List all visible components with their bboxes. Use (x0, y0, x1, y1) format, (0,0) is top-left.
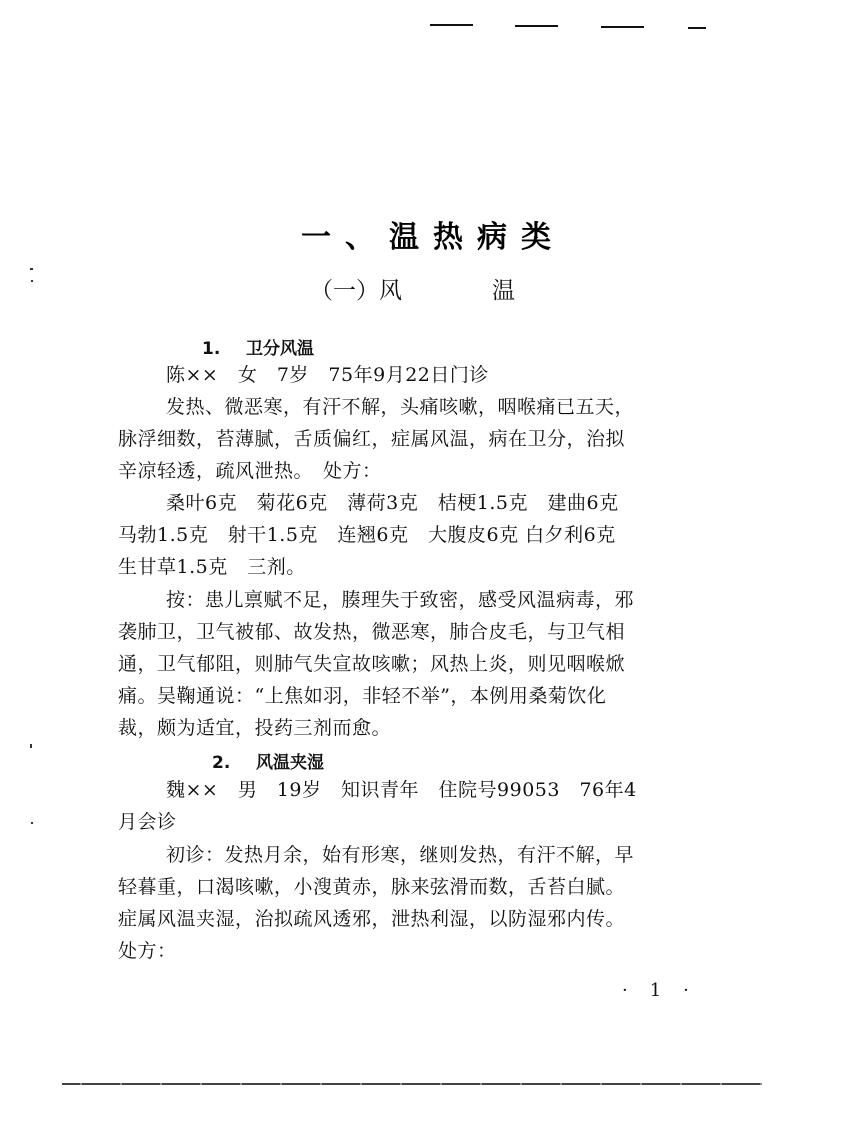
case-2-first-visit-line: 症属风温夹湿，治拟疏风透邪，泄热利湿，以防湿邪内传。 (118, 908, 626, 930)
section-title (310, 272, 515, 305)
bottom-scan-rule (62, 1083, 762, 1085)
case-2-first-visit-line: 处方： (118, 940, 177, 962)
header-rule-4 (688, 27, 706, 29)
header-rule-2 (515, 25, 558, 27)
case-1-commentary-line: 袭肺卫，卫气被郁、故发热，微恶寒，肺合皮毛，与卫气相 (118, 621, 626, 643)
scan-speck (30, 744, 32, 748)
case-2-heading (212, 748, 324, 773)
case-1-commentary-line: 通，卫气郁阻，则肺气失宣故咳嗽；风热上炎，则见咽喉焮 (118, 653, 626, 675)
chapter-title: 一、温热病类 (301, 220, 565, 256)
case-2-first-visit-line: 轻暮重，口渴咳嗽，小溲黄赤，脉来弦滑而数，舌苔白腻。 (118, 876, 626, 898)
section-title-suffix: 温 (492, 278, 515, 304)
scan-speck (31, 280, 33, 282)
section-title-prefix: （一）风 (310, 278, 402, 304)
page-number: ·1· (622, 980, 711, 1001)
case-1-commentary-line: 痛。吴鞠通说：“上焦如羽，非轻不举”，本例用桑菊饮化 (118, 685, 607, 707)
scan-speck (30, 268, 33, 270)
case-2-title: 风温夹湿 (256, 753, 324, 773)
scan-speck (31, 822, 33, 824)
case-1-prescription-line: 生甘草1.5克 三剂。 (118, 556, 306, 578)
case-2-patient-line: 月会诊 (118, 811, 177, 833)
header-rule-1 (430, 24, 473, 26)
case-1-symptoms-line: 发热、微恶寒，有汗不解，头痛咳嗽，咽喉痛已五天， (166, 396, 635, 418)
case-1-commentary-line: 裁，颇为适宜，投药三剂而愈。 (118, 717, 392, 739)
case-1-prescription-line: 桑叶6克 菊花6克 薄荷3克 桔梗1.5克 建曲6克 (166, 492, 619, 514)
case-1-symptoms-line: 辛凉轻透，疏风泄热。 处方： (118, 460, 382, 482)
case-2-first-visit-line: 初诊：发热月余，始有形寒，继则发热，有汗不解，早 (166, 844, 635, 866)
case-2-patient-line: 魏×× 男 19岁 知识青年 住院号99053 76年4 (166, 779, 637, 801)
case-1-prescription-line: 马勃1.5克 射干1.5克 连翘6克 大腹皮6克 白夕利6克 (118, 524, 616, 546)
case-1-title: 卫分风温 (246, 339, 314, 359)
case-1-commentary-line: 按：患儿禀赋不足，腠理失于致密，感受风温病毒，邪 (166, 589, 635, 611)
case-1-number: 1. (202, 339, 221, 359)
header-rule-3 (601, 26, 644, 28)
case-1-symptoms-line: 脉浮细数，苔薄腻，舌质偏红，症属风温，病在卫分，治拟 (118, 428, 626, 450)
case-1-patient: 陈×× 女 7岁 75年9月22日门诊 (166, 364, 489, 386)
case-2-number: 2. (212, 753, 231, 773)
case-1-heading (202, 334, 314, 359)
